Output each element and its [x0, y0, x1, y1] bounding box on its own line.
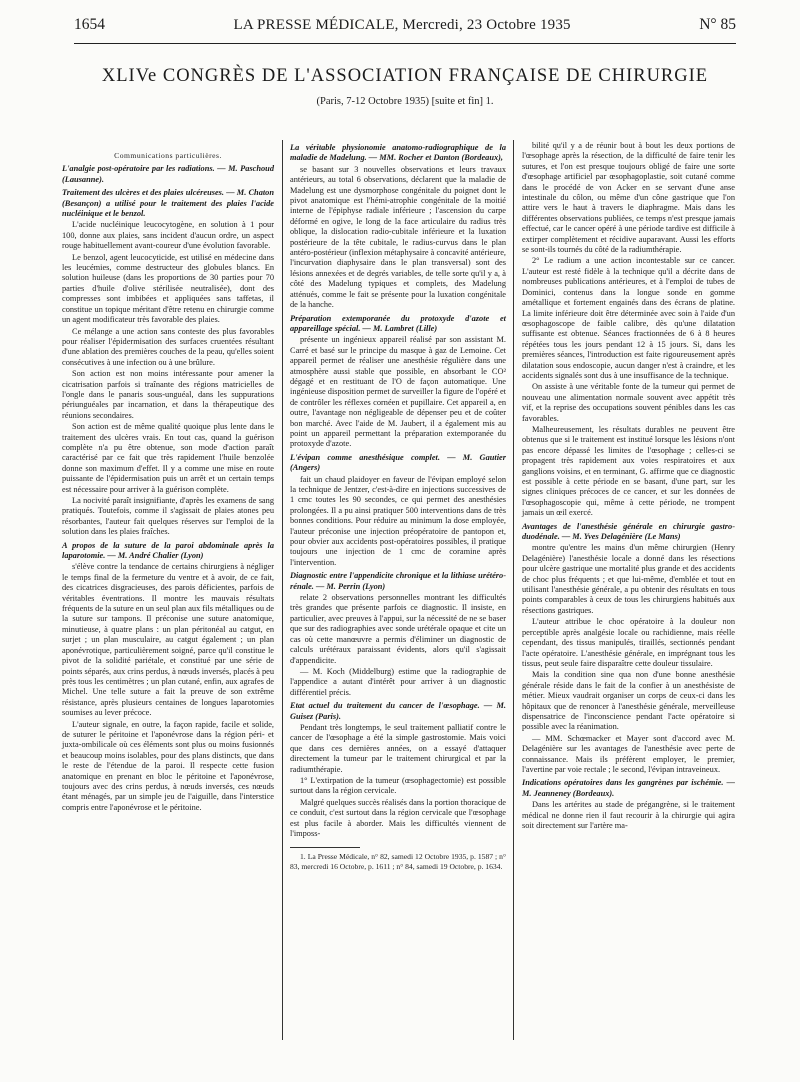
paragraph: 2° Le radium a une action incontestable sur ce cancer. L'auteur est resté fidèle à la technique qu'il a décrite dans de nombreuses publications antérieures, et à l'emploi de tubes de Dominici, contenus dans la longue sonde en gomme amétallique et fortement engainés dans des écrans de platine. La limite inférieure doit être déterminée avec soin à l'aide d'un œsophagoscope de faible calibre, dès qu'une dilatation suffisante est obtenue. Séances fractionnées de 6 à 8 heures répétées tous les jours pendant 12 à 15 jours. Si, dans les premières séances, l'introduction est faite rigoureusement après dilatation sous endoscopie, aucun danger n'est à craindre, et les accidents signalés sont dus à une insuffisance de la technique. [522, 256, 735, 380]
column-divider [513, 140, 514, 1040]
paragraph: Malheureusement, les résultats durables ne peuvent être obtenus que si le traitement est institué lorsque les lésions n'ont pas encore dépassé les limites de l'œsophage ; celles-ci se propagent très rapidement aux voies respiratoires et aux ganglions voisins, et en terminant, G. affirme que ce diagnostic est possible à cette période en se basant, d'une part, sur les signes cliniques précoces de ce cancer, et sur les données de l'œsophagoscopie qui, même à cette période, ne trompent jamais un œil exercé. [522, 424, 735, 518]
column-3 [522, 141, 735, 832]
article-title: XLIVe CONGRÈS DE L'ASSOCIATION FRANÇAISE DE CHIRURGIE [101, 66, 709, 86]
paragraph: fait un chaud plaidoyer en faveur de l'évipan employé selon la technique de Jentzer, c'est-à-dire en injections successives de 1 cmc toutes les 90 secondes, ce qui permet des anesthésies prolongées. Il a pu ainsi pratiquer 500 interventions dans de très bonnes conditions. Pour réduire au minimum la dose employée, l'auteur préconise une injection préopératoire de pantopon et, pour obvier aux accidents post-opératoires possibles, il pratique toujours une injection de 1 cmc de coramine après l'intervention. [290, 474, 506, 567]
paragraph: montre qu'entre les mains d'un même chirurgien (Henry Delagénière) l'anesthésie locale a donné dans les résections pour ulcère gastrique une mortalité plus grande et des accidents de choc plus fréquents ; et que lui-même, d'emblée et tout en utilisant l'anesthésie générale, a pu obtenir des résultats en tous points comparables à ceux de tous les chirurgiens habitués aux résections gastriques. [522, 543, 735, 615]
paragraph: bilité qu'il y a de réunir bout à bout les deux portions de l'œsophage après la résection, de la difficulté de faire tenir les sutures, et l'on est presque toujours obligé de faire une sorte d'œsophage artificiel par œsophagoplastie, soit cutané comme dans le procédé de von Acker en se servant d'une anse intestinale du côlon, ou même d'un cône gastrique que l'on attire vers le haut à travers le diaphragme. Mais dans les différentes observations publiées, ce temps n'est presque jamais effectué, car le cancer opéré à une période tardive est difficile à extirper complètement et récidive auparavant. Aussi les efforts se sont-ils tournés du côté de la radiumthérapie. [522, 141, 735, 255]
paragraph: se basant sur 3 nouvelles observations et leurs travaux antérieurs, au total 6 observations, déclarent que la maladie de Madelung est une dysmorphose congénitale du poignet dont le pivot anatomique est l'hémi-atrophie congénitale de la moitié interne de l'épiphyse radiale inférieure ; l'ascension du carpe déformé en ogive, le long de la face articulaire du radius très oblique, la dislocation radio-cubitale inférieure et la luxation postérieure de la tête cubitale, le radius-curvus dans le plan antéro-postérieur (inflexion métaphysaire à concavité antérieure, l'incurvation diaphysaire dans le plan transversal) sont des lésions annexées et de degrés variables, de telle sorte qu'il y a, à côté des Madelung typiques et complets, des Madelung atténués, comme le fait se présente pour la luxation congénitale de la hanche. [290, 164, 506, 310]
journal-line: LA PRESSE MÉDICALE, Mercredi, 23 Octobre 1935 [233, 17, 571, 33]
paragraph: Le benzol, agent leucocyticide, est utilisé en médecine dans les leucémies, comme destructeur des globules blancs. En solution huileuse (dans les proportions de 30 parties pour 70 parties d'huile d'olive stérilisée neutralisée), dont des compresses sont imbibées et appliquées sans taffetas, il constitue un topique méritant d'être retenu en chirurgie comme un agent modificateur très favorable des plaies. [62, 252, 274, 325]
communication-heading: Indications opératoires dans les gangrènes par ischémie. — M. Jeanneney (Bordeaux). [522, 778, 735, 798]
footnote-rule [290, 847, 360, 848]
communication-heading: Diagnostic entre l'appendicite chronique et la lithiase urétéro-rénale. — M. Perrin (Lyon) [290, 571, 506, 591]
communication-heading: Traitement des ulcères et des plaies ulcéreuses. — M. Chaton (Besançon) a utilisé pour le traitement des plaies l'acide nucléinique et le benzol. [62, 188, 274, 219]
column-2 [290, 140, 506, 873]
paragraph: Son action est non moins intéressante pour amener la cicatrisation parfois si traînante des régions matricielles de l'ongle dans le panaris sous-unguéal, dans les suppurations périunguéales par incarnation, et dans la thérapeutique des réunions secondaires. [62, 369, 274, 420]
paragraph: 1° L'extirpation de la tumeur (œsophagectomie) est possible surtout dans la région cervicale. [290, 775, 506, 796]
paragraph: présente un ingénieux appareil réalisé par son assistant M. Carré et basé sur le principe du masque à gaz de Lemoine. Cet appareil permet de réaliser une anesthésie régulière dans une atmosphère aussi stable que possible, en absorbant le CO² dégagé et en restituant de l'O de façon automatique. Une ingénieuse disposition permet de surveiller la figure de l'opéré et de contrôler les réflexes cornéen et pupillaire. Cet appareil a, en outre, l'avantage non négligeable de dépenser peu et de coûter bon marché. Avec l'aide de M. Jaubert, il a également mis au point un appareil permettant la préparation extemporanée du protoxyde d'azote. [290, 335, 506, 449]
communication-heading: Etat actuel du traitement du cancer de l'œsophage. — M. Guisez (Paris). [290, 701, 506, 721]
paragraph: La nocivité paraît insignifiante, d'après les examens de sang pratiqués. Toutefois, comme il s'agissait de plaies atones peu résorbantes, l'auteur fait quelques réserves sur l'emploi de la solution dans les plaies fraîches. [62, 496, 274, 537]
column-1 [62, 150, 274, 814]
paragraph: Son action est de même qualité quoique plus lente dans le traitement des ulcères vrais. En tout cas, quand la guérison complète n'a pu être obtenue, son mode d'action paraît caractérisé par ce fait que très rapidement l'huile benzolée donne son maximum d'effet. Il y a comme une mise en route puissante de l'épidermisation puis un arrêt et un certain temps est nécessaire pour arriver à la guérison complète. [62, 422, 274, 494]
paragraph: L'acide nucléinique leucocytogène, en solution à 1 pour 100, donne aux plaies, sans incident d'aucun ordre, un aspect rouge habituellement avant-coureur d'une évolution favorable. [62, 220, 274, 251]
communication-heading: Préparation extemporanée du protoxyde d'azote et appareillage spécial. — M. Lambret (Lille) [290, 313, 506, 333]
paragraph: On assiste à une véritable fonte de la tumeur qui permet de nouveau une alimentation normale souvent avec appétit très vif, et la reprise des occupations souvent pénibles dans les cas favorables. [522, 382, 735, 423]
communication-heading: Avantages de l'anesthésie générale en chirurgie gastro-duodénale. — M. Yves Delagénière (Le Mans) [522, 521, 735, 542]
communication-heading: L'analgie post-opératoire par les radiations. — M. Paschoud (Lausanne). [62, 164, 274, 184]
header-rule [74, 43, 736, 44]
paragraph: Mais la condition sine qua non d'une bonne anesthésie générale réside dans le fait de la confier à un anesthésiste de métier. Mieux vaudrait organiser un corps de ceux-ci dans les hôpitaux que de renoncer à l'anesthésie générale, merveilleuse dispensatrice de l'inconscience pendant l'acte opératoire si possible avec la réanimation. [522, 670, 735, 732]
paragraph: Ce mélange a une action sans conteste des plus favorables pour réaliser l'épidermisation des surfaces cruentées résultant d'une ablation des premières couches de la peau, qu'elles soient consécutives à une infection ou à une brûlure. [62, 326, 274, 367]
issue-number: N° 85 [699, 16, 736, 33]
paragraph: s'élève contre la tendance de certains chirurgiens à négliger le temps final de la fermeture du ventre et à avoir, de ce fait, des cicatrices disgracieuses, des parois déficientes, parfois de véritables éventrations. Il montre les mauvais résultats fréquents de la suture en un seul plan aux fils métalliques ou de la suture sur tampons. Il préconise une suture anatomique, minutieuse, à quatre plans : un plan péritonéal au catgut, en surjet ; un plan musculaire, au catgut également ; un plan aponévrotique, particulièrement soigné, parce qu'il constitue le pivot de la solidité pariétale, et constitué par une série de points séparés, aux crins perdus, à nœuds inversés, placés à peu près tous les centimètres ; un plan cutané, enfin, aux agrafes de Michel. Une telle suture a fait la preuve de son extrême résistance, après plusieurs centaines de longues laparotomies soumises au lever précoce. [62, 562, 275, 718]
page-number: 1654 [74, 16, 105, 33]
paragraph: Dans les artérites au stade de prégangrène, si le traitement médical ne donne rien il faut recourir à la chirurgie qui agira soit directement sur l'artère ma- [522, 800, 735, 830]
section-heading: Communications particulières. [114, 151, 222, 160]
paragraph: — M. Koch (Middelburg) estime que la radiographie de l'appendice a autant d'intérêt pour arriver à un diagnostic différentiel précis. [290, 666, 506, 697]
communication-heading: La véritable physionomie anatomo-radiographique de la maladie de Madelung. — MM. Rocher et Danton (Bordeaux), [290, 143, 506, 163]
article-subtitle: (Paris, 7-12 Octobre 1935) [suite et fin] 1. [316, 96, 494, 107]
paragraph: relate 2 observations personnelles montrant les difficultés très grandes que présente parfois ce diagnostic. Il insiste, en particulier, avec preuves à l'appui, sur la nécessité de ne se baser que sur des radiographies avec sonde urétérale opaque et cite un cas où cette manœuvre a permis d'éliminer un diagnostic de calculs urétéraux paraissant évidents, alors qu'il s'agissait d'appendicite. [290, 593, 506, 665]
running-header [74, 16, 736, 42]
communication-heading: A propos de la suture de la paroi abdominale après la laparotomie. — M. André Chalier (Lyon) [62, 540, 274, 561]
paragraph: L'auteur attribue le choc opératoire à la douleur non perceptible après analgésie locale ou rachidienne, mais réelle cependant, des tissus manipulés, tiraillés, sectionnés pendant l'acte opératoire. L'anesthésie générale, en imprégnant tous les tissus, peut seule faire disparaître cette douleur tissulaire. [522, 617, 735, 668]
paragraph: Pendant très longtemps, le seul traitement palliatif contre le cancer de l'œsophage a été la simple gastrostomie. Mais voici que dans ces dernières années, on a essayé d'attaquer directement la tumeur par le traitement chirurgical et par la radiumthérapie. [290, 722, 506, 774]
communication-heading: L'évipan comme anesthésique complet. — M. Gautier (Angers) [290, 452, 506, 473]
footnote: 1. La Presse Médicale, n° 82, samedi 12 Octobre 1935, p. 1587 ; n° 83, mercredi 16 Octobre, p. 1611 ; n° 84, samedi 19 Octobre, p. 1634. [290, 852, 506, 871]
paragraph: Malgré quelques succès réalisés dans la portion thoracique de ce conduit, c'est surtout dans la région cervicale que l'œsophage est plus facile à aborder. Mais les difficultés viennent de l'imposs- [290, 797, 506, 838]
paragraph: L'auteur signale, en outre, la façon rapide, facile et solide, de suturer le péritoine et l'aponévrose dans la région péri- et juxta-ombilicale où ces éléments sont plus ou moins fusionnés et beaucoup moins isolables, pour des plans distincts, que dans le reste de l'étendue de la paroi. Il respecte cette fusion anatomique en prenant en bloc le péritoine et l'aponévrose, toujours avec des crins perdus, à nœuds inversés, ces nœuds étant ménagés, par un simple jeu de l'aiguille, dans l'interstice compris entre l'aponévrose et le péritoine. [62, 719, 274, 812]
paragraph: — MM. Schœmacker et Mayer sont d'accord avec M. Delagénière sur les avantages de l'anesthésie avec perte de connaissance. Mais ils préfèrent employer, le premier, l'avertine par voie rectale ; le second, l'évipan intraveineux. [522, 733, 735, 774]
column-divider [282, 140, 283, 1040]
